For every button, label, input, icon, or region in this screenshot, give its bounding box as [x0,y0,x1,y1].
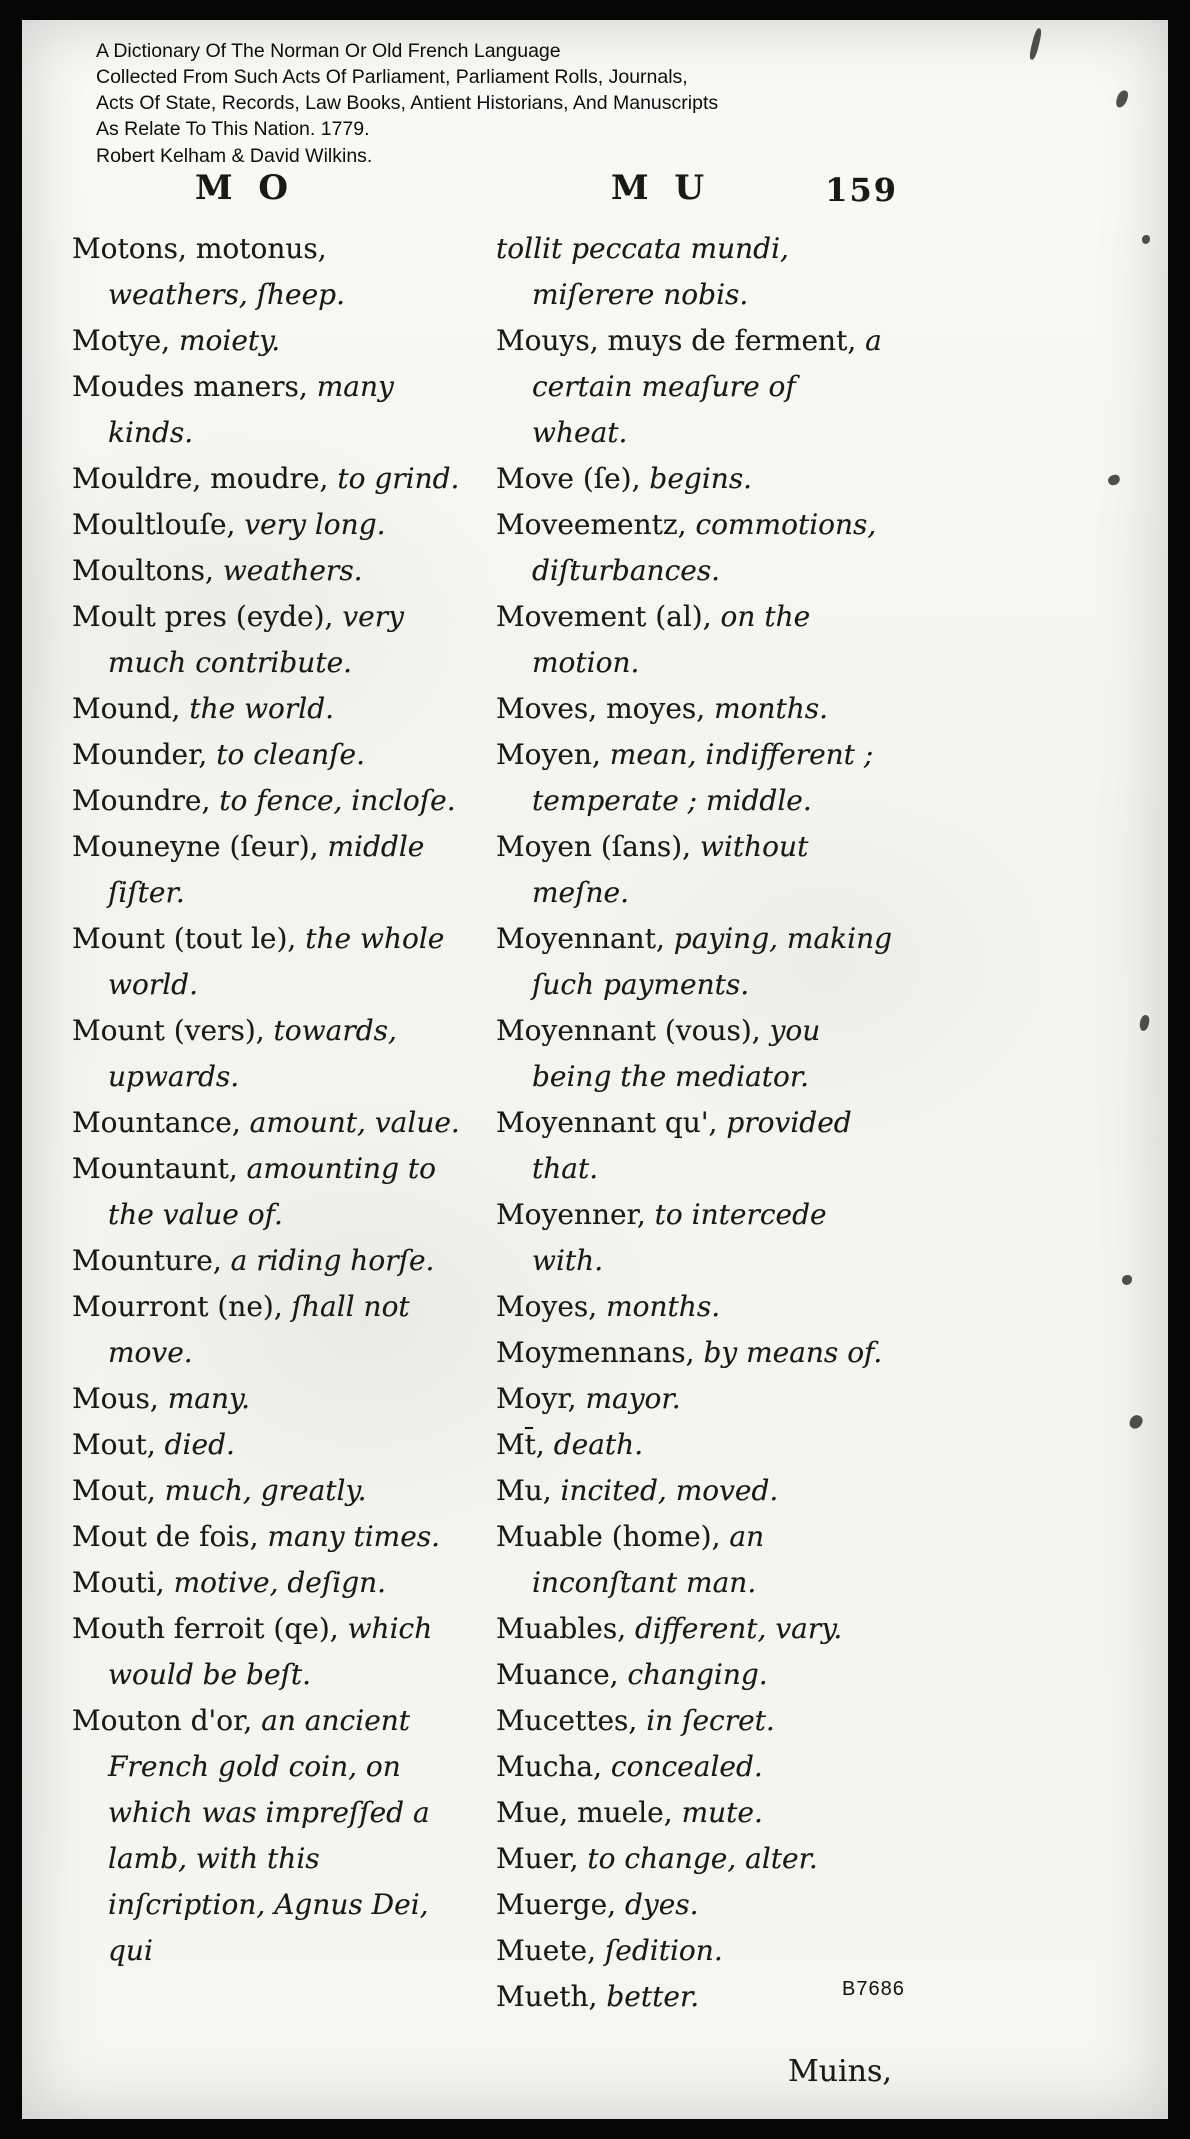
dictionary-entry [72,1284,472,1376]
dictionary-entry [496,916,896,1008]
entry-term: Mound, [72,692,181,725]
header-line-3: Acts Of State, Records, Law Books, Antient Historians, And Manuscripts [96,92,719,115]
dictionary-entry [496,1790,896,1836]
dictionary-entry [72,1560,472,1606]
entry-term: Moultlouſe, [72,508,236,541]
right-column [496,226,896,2020]
entry-term: Moyennant, [496,922,665,955]
entry-term: Moyen, [496,738,601,771]
entry-term: Muance, [496,1658,619,1691]
dictionary-entry [496,1836,896,1882]
entry-definition: commotions, diſturbances. [532,508,877,587]
entry-term: Mourront (ne), [72,1290,283,1323]
dictionary-entry [72,1238,472,1284]
dictionary-entry [496,1376,896,1422]
dictionary-entry [496,1284,896,1330]
dictionary-entry [72,364,472,456]
entry-term: Motons, motonus, [72,232,327,265]
entry-definition: amounting to the value of. [108,1152,437,1231]
entry-definition: different, vary. [635,1612,843,1645]
dictionary-entry [496,1928,896,1974]
entry-term: Muete, [496,1934,596,1967]
entry-definition: paying, making ſuch payments. [532,922,893,1001]
dictionary-entry [496,502,896,594]
entry-definition: a certain meaſure of wheat. [532,324,882,449]
catchword: Muins, [788,2054,892,2089]
entry-definition: changing. [627,1658,768,1691]
dictionary-entry [496,686,896,732]
entry-term: Moveementz, [496,508,687,541]
entry-definition: better. [606,1980,700,2013]
entry-term: Muables, [496,1612,627,1645]
entry-term: Mt̄, [496,1428,545,1461]
entry-term: Moymennans, [496,1336,695,1369]
entry-term: Mu, [496,1474,552,1507]
entry-term: Moyr, [496,1382,577,1415]
entry-definition: which would be beſt. [108,1612,433,1691]
dictionary-entry [72,502,472,548]
dictionary-entry [72,456,472,502]
entry-term: Mue, muele, [496,1796,673,1829]
entry-definition: died. [164,1428,235,1461]
dictionary-entry [496,226,896,318]
entry-term: Moult pres (eyde), [72,600,334,633]
dictionary-entry [496,1652,896,1698]
scan-artifact [1139,1014,1150,1031]
entry-definition: in ſecret. [646,1704,775,1737]
entry-definition: many times. [267,1520,441,1553]
entry-definition: mute. [681,1796,763,1829]
entry-definition: many kinds. [108,370,394,449]
entry-term: Mouldre, moudre, [72,462,329,495]
entry-definition: many. [167,1382,251,1415]
entry-term: Mountance, [72,1106,241,1139]
entry-definition: mean, indifferent ; temperate ; middle. [532,738,874,817]
entry-term: Moundre, [72,784,211,817]
entry-definition: ſedition. [604,1934,723,1967]
dictionary-entry [496,318,896,456]
entry-term: Moudes maners, [72,370,308,403]
entry-definition: death. [553,1428,644,1461]
entry-definition: very much contribute. [108,600,404,679]
entry-definition: middle ſiſter. [108,830,425,909]
entry-term: Moyes, [496,1290,598,1323]
dictionary-entry [72,686,472,732]
running-head-left: M O [194,168,296,208]
running-head-right: M U [610,168,712,208]
entry-definition: concealed. [610,1750,763,1783]
dictionary-entry [496,732,896,824]
scan-artifact [1114,89,1130,109]
entry-term: Moyennant qu', [496,1106,718,1139]
dictionary-entry [72,1100,472,1146]
entry-definition: on the motion. [532,600,811,679]
entry-term: Mous, [72,1382,159,1415]
dictionary-entry [72,1008,472,1100]
entry-definition: to grind. [337,462,460,495]
entry-term: Mout de fois, [72,1520,259,1553]
entry-definition: weathers. [222,554,363,587]
entry-definition: provided that. [532,1106,852,1185]
dictionary-entry [72,1698,472,1974]
dictionary-entry [72,1376,472,1422]
entry-definition: to change, alter. [587,1842,818,1875]
entry-term: Mounture, [72,1244,222,1277]
dictionary-entry [72,824,472,916]
dictionary-entry [72,318,472,364]
dictionary-entry [496,1330,896,1376]
entry-term: Move (ſe), [496,462,641,495]
scan-artifact [1142,235,1150,244]
entry-term: Mount (vers), [72,1014,265,1047]
entry-definition: a riding horſe. [230,1244,435,1277]
entry-definition: by means of. [703,1336,883,1369]
entry-definition: tollit peccata mundi, miſerere nobis. [496,232,789,311]
header-line-2: Collected From Such Acts Of Parliament, Parliament Rolls, Journals, [96,66,688,89]
entry-definition: to cleanſe. [216,738,365,771]
dictionary-entry [496,1606,896,1652]
entry-definition: amount, value. [249,1106,460,1139]
entry-term: Mucettes, [496,1704,638,1737]
entry-term: Mout, [72,1474,156,1507]
dictionary-entry [496,1698,896,1744]
entry-definition: to intercede with. [532,1198,827,1277]
entry-definition: mayor. [585,1382,681,1415]
entry-term: Muer, [496,1842,579,1875]
scan-artifact [1128,1413,1145,1431]
entry-definition: an ancient French gold coin, on which was impreſſed a lamb, with this inſcription, Agnus Dei, qui [108,1704,430,1967]
entry-term: Mouneyne (ſeur), [72,830,319,863]
entry-definition: towards, upwards. [108,1014,397,1093]
entry-term: Moyen (ſans), [496,830,692,863]
entry-term: Mueth, [496,1980,598,2013]
entry-term: Mucha, [496,1750,603,1783]
dictionary-content [72,168,902,2020]
entry-definition: without meſne. [532,830,809,909]
dictionary-entry [72,1514,472,1560]
dictionary-entry [496,1100,896,1192]
dictionary-entry [72,732,472,778]
entry-term: Mouys, muys de ferment, [496,324,857,357]
dictionary-entry [496,1974,896,2020]
dictionary-entry [72,778,472,824]
entry-definition: moiety. [178,324,281,357]
entry-term: Mounder, [72,738,208,771]
dictionary-entry [72,226,472,318]
text-columns [72,226,902,2020]
dictionary-entry [72,548,472,594]
dictionary-entry [72,1468,472,1514]
entry-definition: begins. [649,462,753,495]
entry-term: Movement (al), [496,600,712,633]
entry-term: Moyenner, [496,1198,646,1231]
entry-term: Mout, [72,1428,156,1461]
dictionary-entry [496,1882,896,1928]
dictionary-entry [496,456,896,502]
entry-definition: ſhall not move. [108,1290,410,1369]
running-head [72,168,902,226]
header-line-4: As Relate To This Nation. 1779. [96,118,370,141]
dictionary-entry [496,1468,896,1514]
bibliographic-header [96,38,718,169]
scan-artifact [1122,1275,1132,1285]
entry-term: Moyennant (vous), [496,1014,761,1047]
dictionary-entry [496,1422,896,1468]
dictionary-entry [496,824,896,916]
entry-term: Mountaunt, [72,1152,238,1185]
dictionary-entry [496,594,896,686]
page-number: 159 [825,171,898,209]
dictionary-entry [496,1744,896,1790]
entry-term: Muerge, [496,1888,617,1921]
header-line-5: Robert Kelham & David Wilkins. [96,144,373,167]
dictionary-entry [496,1008,896,1100]
scan-artifact [1107,474,1121,487]
entry-definition: the whole world. [108,922,445,1001]
entry-term: Muable (home), [496,1520,721,1553]
entry-term: Mouth ferroit (qe), [72,1612,339,1645]
dictionary-entry [496,1514,896,1606]
left-column [72,226,472,2020]
entry-term: Moves, moyes, [496,692,706,725]
entry-definition: much, greatly. [164,1474,367,1507]
header-line-1: A Dictionary Of The Norman Or Old French Language [96,40,561,62]
dictionary-entry [72,1146,472,1238]
dictionary-entry [72,594,472,686]
entry-definition: very long. [244,508,386,541]
entry-definition: the world. [189,692,335,725]
entry-definition: you being the mediator. [532,1014,821,1093]
entry-definition: months. [606,1290,721,1323]
entry-definition: an inconſtant man. [532,1520,765,1599]
entry-definition: to fence, incloſe. [219,784,456,817]
book-page [22,20,1168,2119]
dictionary-entry [72,1422,472,1468]
entry-term: Mouton d'or, [72,1704,253,1737]
entry-definition: motive, deſign. [173,1566,387,1599]
entry-definition: months. [714,692,829,725]
scan-artifact [1028,28,1043,61]
entry-term: Mount (tout le), [72,922,297,955]
dictionary-entry [72,1606,472,1698]
catalog-number: B7686 [842,1978,905,2000]
entry-term: Motye, [72,324,171,357]
entry-definition: incited, moved. [560,1474,779,1507]
dictionary-entry [496,1192,896,1284]
entry-term: Mouti, [72,1566,165,1599]
entry-term: Moultons, [72,554,214,587]
entry-definition: weathers, ſheep. [108,278,346,311]
entry-definition: dyes. [624,1888,699,1921]
dictionary-entry [72,916,472,1008]
